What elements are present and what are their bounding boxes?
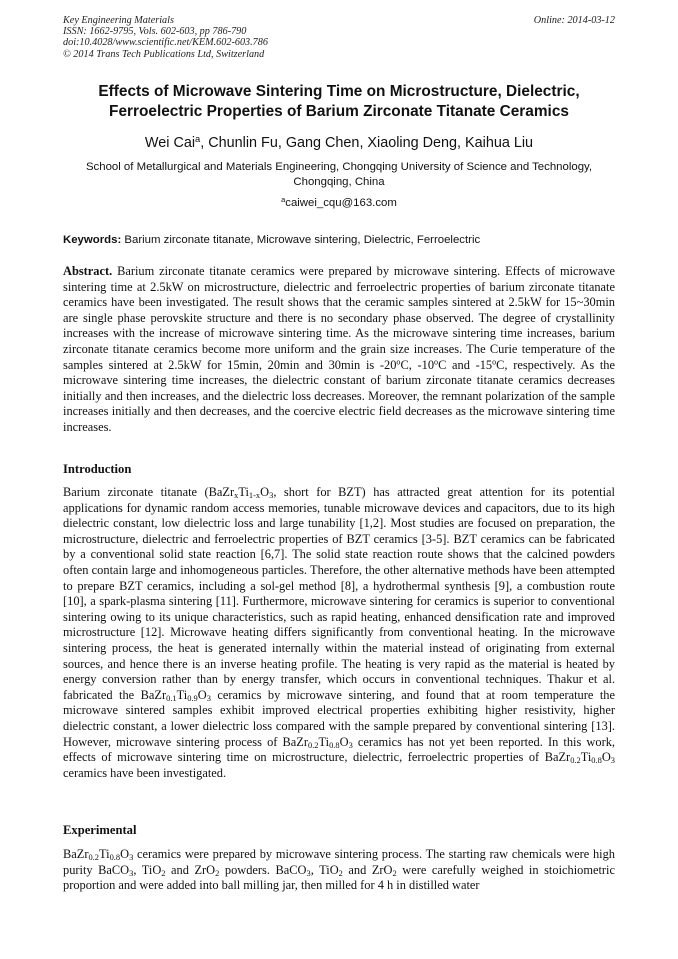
subscript: 3 [610, 754, 615, 765]
experimental-paragraph [63, 847, 615, 894]
abstract-text: C, respectively. As the microwave sintering time increases, the dielectric constant of barium zirconate titanate ceramics decreases initially and then increases, and the dielectric loss decreases. Moreover, the remnant polarization of the sample increases initially and then decreases, and the coercive electric field decreases as the microwave sintering time increases. [63, 357, 615, 434]
subscript: x [234, 489, 239, 500]
keywords-label: Keywords: [63, 234, 122, 246]
subscript: 3 [269, 489, 274, 500]
title-line-2: Ferroelectric Properties of Barium Zirconate Titanate Ceramics [109, 103, 569, 120]
subscript: 3 [306, 867, 311, 878]
email-address: caiwei_cqu@163.com [285, 197, 397, 209]
issn-line: ISSN: 1662-9795, Vols. 602-603, pp 786-790 [63, 26, 247, 38]
intro-text: Ti [580, 750, 592, 765]
copyright-line: © 2014 Trans Tech Publications Ltd, Switzerland [63, 48, 265, 60]
intro-text: Barium zirconate titanate (BaZr [63, 485, 235, 499]
intro-text: Ti [238, 485, 249, 499]
subscript: 1-x [248, 489, 261, 500]
online-date: Online: 2014-03-12 [533, 15, 615, 26]
journal-header [63, 15, 615, 60]
author-affil-mark: a [195, 133, 201, 144]
subscript: 0.9 [187, 692, 198, 703]
exp-text: , TiO [310, 862, 339, 877]
exp-text: and ZrO [165, 862, 216, 877]
journal-name: Key Engineering Materials [63, 15, 174, 26]
author-list [40, 134, 638, 152]
intro-text: ceramics have been investigated. [63, 765, 227, 780]
exp-text: , TiO [133, 862, 162, 877]
exp-text: powders. BaCO [219, 862, 307, 877]
intro-text: , short for BZT) has attracted great attention for its potential applications for dynamic random access memories, tunable microwave devices and capacitors, due to its high dielectric constant, low dielectric loss and large tunability [1,2]. Most studies are focused on preparation, the microstructure, dielectric and ferroelectric properties of BZT ceramics [3-5]. BZT ceramics can be fabricated by a conventional solid state reaction [6,7]. The solid state reaction route shows that the calcined powders often contain large and inhomogeneous particles. Therefore, the other alternative methods have been attempted to prepare BZT ceramics, including a sol-gel method [8], a hydrothermal synthesis [9], a combustion route [10], a spark-plasma sintering [11]. Furthermore, microwave sintering for ceramics is superior to conventional sintering owing to its unique characteristics, such as rapid heating, enhanced densification rate and improved microstructure [12]. Microwave heating differs significantly from conventional heating. In the microwave sintering process, the heat is generated internally within the material instead of originating from external sources, and hence there is an inverse heating profile. The heating is very rapid as the material is heated by energy conversion rather than by energy transfer, which occurs in conventional techniques. Thakur et al. fabricated the BaZr [63, 485, 615, 702]
experimental-heading: Experimental [63, 823, 137, 837]
subscript: 0.1 [166, 692, 177, 703]
subscript: 0.2 [88, 851, 99, 862]
subscript: 0.8 [109, 851, 121, 862]
exp-text: O [120, 847, 130, 861]
subscript: 0.2 [307, 739, 319, 750]
introduction-heading: Introduction [63, 462, 132, 476]
exp-text: and ZrO [342, 862, 393, 877]
intro-text: O [601, 750, 611, 765]
exp-text: were carefully weighed in stoichiometric proportion and were added into ball milling jar, then milled for 4 h in distilled water [63, 862, 615, 893]
intro-text: ceramics by microwave sintering, and found that at room temperature the microwave sintered samples exhibit improved electrical properties exhibiting higher resistivity, higher dielectric constant, a lower dielectric loss compared with the sample prepared by conventional sintering [13]. However, microwave sintering process of BaZr [63, 687, 615, 749]
intro-text: O [260, 485, 270, 499]
keywords-text: Barium zirconate titanate, Microwave sintering, Dielectric, Ferroelectric [124, 234, 481, 246]
exp-text: Ti [99, 847, 110, 861]
subscript: 3 [129, 867, 134, 878]
affiliation: School of Metallurgical and Materials Engineering, Chongqing University of Science and Technology, Chongqing, China [85, 161, 593, 188]
subscript: 0.8 [591, 754, 602, 765]
degree-mark: o [492, 357, 497, 367]
intro-text: ceramics has not yet been reported. In this work, effects of microwave sintering time on microstructure, dielectric, ferroelectric properties of BaZr [63, 734, 615, 765]
subscript: 2 [161, 867, 166, 878]
abstract-label: Abstract. [63, 264, 113, 278]
doi-line: doi:10.4028/www.scientific.net/KEM.602-603.786 [63, 37, 268, 49]
abstract-text: C and -15 [438, 357, 493, 372]
subscript: 2 [392, 867, 397, 878]
exp-text: ceramics were prepared by microwave sintering process. The starting raw chemicals were high purity BaCO [63, 847, 615, 877]
intro-text: O [339, 734, 349, 749]
author-email [40, 196, 638, 210]
introduction-paragraph [63, 485, 615, 781]
degree-mark: o [434, 357, 439, 367]
subscript: 2 [338, 867, 343, 878]
subscript: 0.8 [329, 739, 340, 750]
other-authors: , Chunlin Fu, Gang Chen, Xiaoling Deng, Kaihua Liu [200, 135, 534, 151]
abstract-text: C, -10 [400, 357, 435, 372]
exp-text: BaZr [63, 847, 89, 861]
abstract [63, 264, 615, 436]
abstract-text: Barium zirconate titanate ceramics were prepared by microwave sintering. Effects of microwave sintering time at 2.5kW on microstructure, dielectric and ferroelectric properties of barium zirconate titanate ceramics have been investigated. The result shows that the ceramic samples sintered at 2.5kW for 15~30min are single phase perovskite structure and there is no secondary phase observed. The degree of crystallinity increases with the increase of microwave sintering time. As the microwave sintering time increases, barium zirconate titanate ceramics become more uniform and the grain size increases. The Curie temperature of the samples sintered at 2.5kW for 15min, 20min and 30min is -20 [63, 264, 615, 372]
subscript: 0.2 [570, 754, 581, 765]
subscript: 3 [206, 692, 211, 703]
intro-text: Ti [318, 734, 330, 749]
intro-text: O [197, 687, 207, 702]
first-author: Wei Cai [144, 135, 196, 151]
degree-mark: o [396, 357, 401, 367]
title-line-1: Effects of Microwave Sintering Time on Microstructure, Dielectric, [98, 83, 580, 100]
subscript: 3 [129, 851, 134, 862]
email-mark: a [281, 194, 286, 204]
keywords [63, 233, 615, 247]
paper-title [40, 82, 638, 122]
subscript: 2 [215, 867, 220, 878]
subscript: 3 [348, 739, 353, 750]
intro-text: Ti [176, 687, 188, 702]
